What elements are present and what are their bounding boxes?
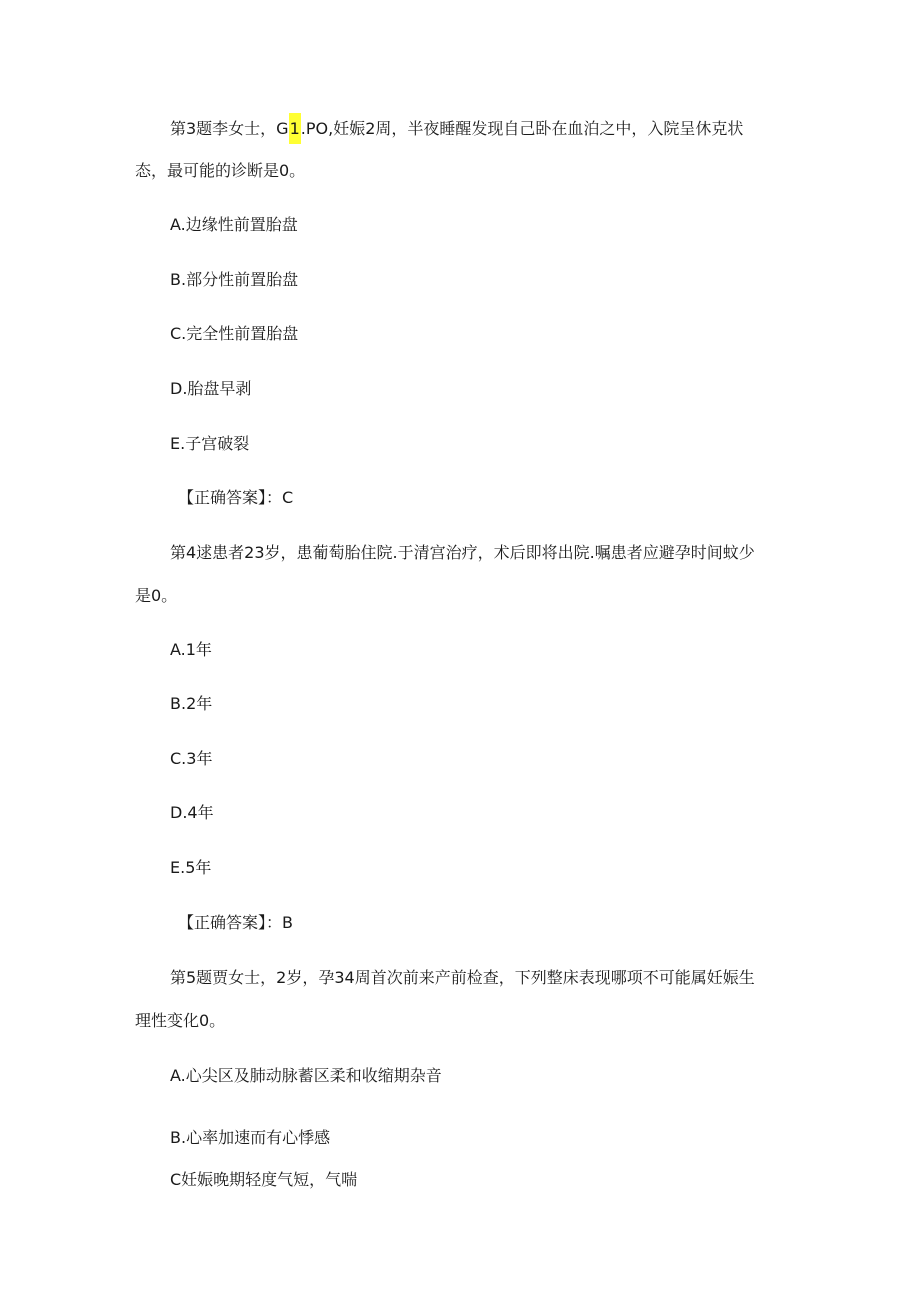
question-3-option-e: E.子宫破裂: [170, 434, 250, 453]
question-4-option-b: B.2年: [170, 694, 213, 713]
question-3-answer: 【正确答案】：C: [178, 488, 294, 507]
question-3-option-c: C.完全性前置胎盘: [170, 324, 299, 343]
question-3-stem-line-2: 态，最可能的诊断是0。: [135, 161, 306, 180]
question-4-option-e: E.5年: [170, 858, 212, 877]
question-3-stem-suffix: .PO,妊娠2周，半夜睡醒发现自己卧在血泊之中，入院呈休克状: [300, 119, 744, 138]
question-5-option-a: A.心尖区及肺动脉蓄区柔和收缩期杂音: [170, 1066, 442, 1085]
question-3-stem-line-1: [170, 118, 743, 140]
question-4-answer: 【正确答案】：B: [178, 913, 293, 932]
question-4-stem-line-2: 是0。: [135, 586, 178, 605]
question-3-stem-prefix: 第3题李女士，G: [170, 119, 289, 138]
question-3-option-a: A.边缘性前置胎盘: [170, 215, 298, 234]
question-3-option-d: D.胎盘早剥: [170, 379, 252, 398]
question-4-option-c: C.3年: [170, 749, 213, 768]
question-4-option-d: D.4年: [170, 803, 214, 822]
question-5-option-b: B.心率加速而有心悸感: [170, 1128, 331, 1147]
highlighted-text: 1: [289, 113, 301, 144]
question-5-option-c: C妊娠晚期轻度气短，气喘: [170, 1170, 358, 1189]
question-4-stem-line-1: 第4逑患者23岁，患葡萄胎住院.于清宫治疗，术后即将出院.嘱患者应避孕时间蚊少: [170, 543, 755, 562]
question-5-stem-line-2: 理性变化0。: [135, 1011, 226, 1030]
question-4-option-a: A.1年: [170, 640, 212, 659]
question-5-stem-line-1: 第5题贾女士，2岁，孕34周首次前来产前检查，下列整床表现哪项不可能属妊娠生: [170, 968, 755, 987]
question-3-option-b: B.部分性前置胎盘: [170, 270, 299, 289]
